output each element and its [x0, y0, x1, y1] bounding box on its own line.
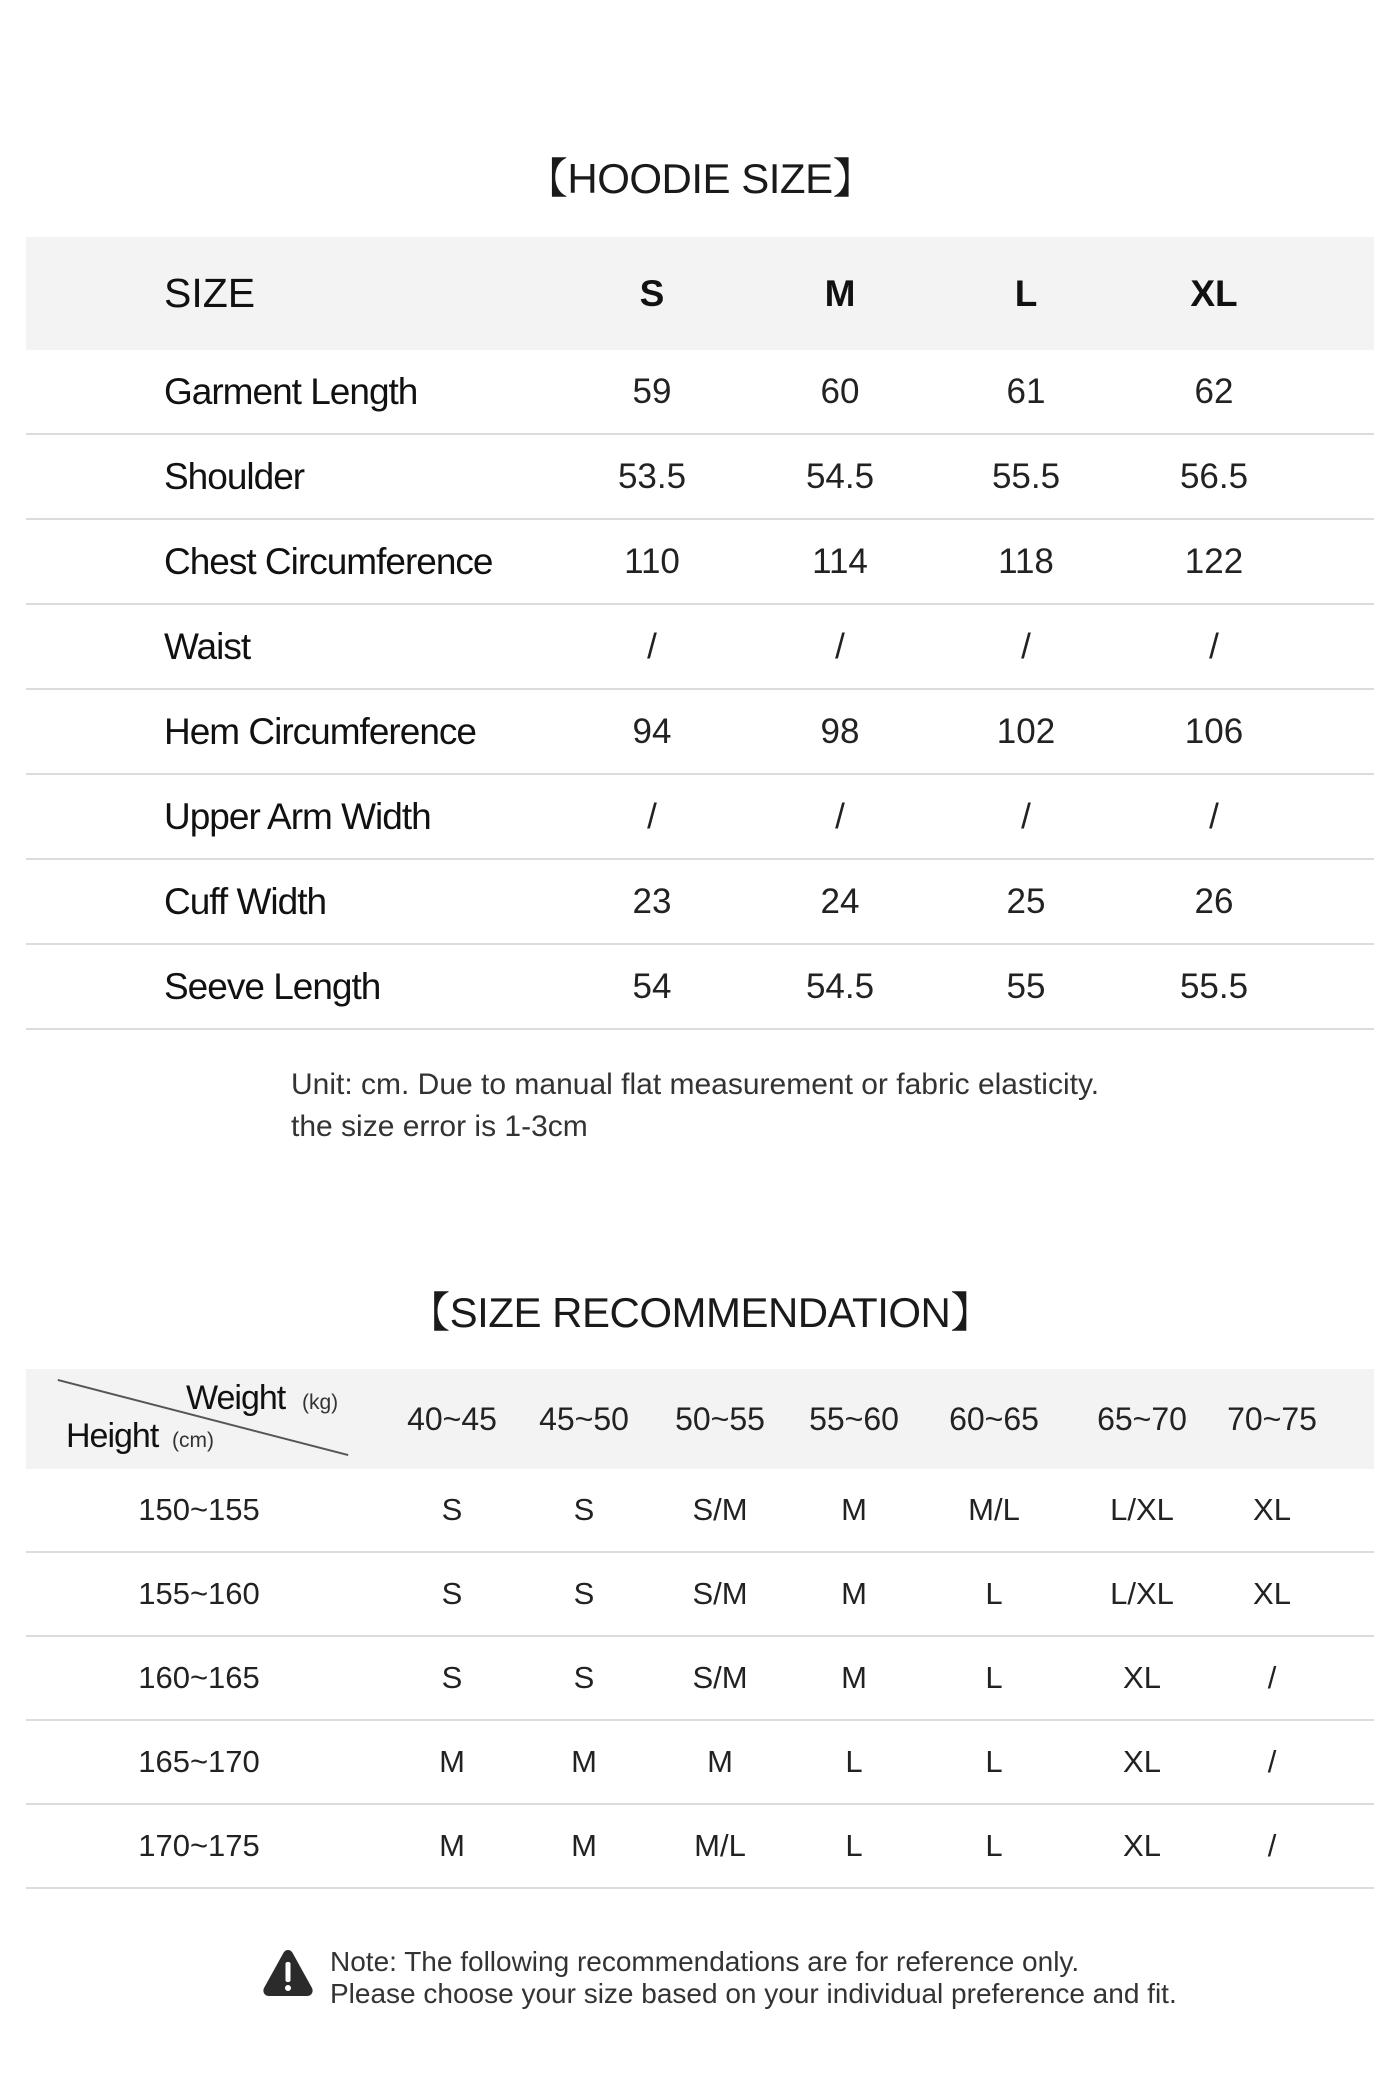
measure-value: /	[1209, 627, 1219, 666]
size-cell: M	[439, 1828, 465, 1863]
size-cell: L	[845, 1744, 863, 1779]
height-axis-label: Height	[66, 1417, 159, 1455]
table-row	[26, 605, 1374, 690]
weight-header: 65~70	[1097, 1401, 1187, 1437]
size-chart-table	[26, 237, 1374, 1030]
size-cell: L	[985, 1576, 1003, 1611]
measure-value: 56.5	[1179, 457, 1249, 496]
table-row	[26, 350, 1374, 435]
size-cell: S	[441, 1576, 463, 1611]
table-row	[26, 435, 1374, 520]
size-cell: XL	[1253, 1576, 1291, 1611]
size-cell: S	[573, 1660, 595, 1695]
weight-header: 60~65	[949, 1401, 1039, 1437]
size-cell: L	[985, 1744, 1003, 1779]
size-cell: L/XL	[1110, 1492, 1174, 1527]
weight-unit: (kg)	[302, 1391, 339, 1414]
measure-value: /	[647, 627, 657, 666]
table-row	[26, 945, 1374, 1030]
measure-value: /	[1021, 627, 1031, 666]
measure-value: 26	[1194, 882, 1234, 921]
recommendation-table	[26, 1369, 1374, 1889]
height-range: 150~155	[138, 1492, 260, 1527]
weight-header: 50~55	[675, 1401, 765, 1437]
table-row	[26, 775, 1374, 860]
weight-axis-label: Weight	[186, 1379, 286, 1417]
measure-label: Cuff Width	[164, 881, 327, 922]
height-unit: (cm)	[172, 1429, 214, 1452]
height-range: 155~160	[138, 1576, 260, 1611]
measure-value: 118	[998, 542, 1054, 581]
measure-value: /	[647, 797, 657, 836]
size-cell: S	[573, 1576, 595, 1611]
size-header-m: M	[824, 273, 856, 314]
measure-value: 94	[632, 712, 672, 751]
height-range: 165~170	[138, 1744, 260, 1779]
measure-value: 98	[820, 712, 860, 751]
size-cell: XL	[1253, 1492, 1291, 1527]
size-chart-header-row	[26, 237, 1374, 350]
size-cell: M	[841, 1660, 867, 1695]
size-cell: S/M	[692, 1660, 748, 1695]
size-cell: S/M	[692, 1492, 748, 1527]
measure-value: /	[1021, 797, 1031, 836]
unit-note	[291, 1064, 1099, 1148]
measure-value: 102	[996, 712, 1056, 751]
measure-value: 122	[1184, 542, 1244, 581]
size-cell: L	[845, 1828, 863, 1863]
size-chart-title: 【HOODIE SIZE】	[525, 155, 875, 202]
measure-value: 54.5	[805, 457, 875, 496]
measure-value: 25	[1006, 882, 1046, 921]
size-cell: XL	[1123, 1744, 1161, 1779]
size-cell: M/L	[968, 1492, 1020, 1527]
measure-label: Hem Circumference	[164, 711, 476, 752]
size-cell: L	[985, 1828, 1003, 1863]
unit-note-line2: the size error is 1-3cm	[291, 1110, 588, 1143]
size-cell: M	[571, 1828, 597, 1863]
weight-header: 70~75	[1227, 1401, 1317, 1437]
size-cell: S	[441, 1492, 463, 1527]
size-cell: XL	[1123, 1828, 1161, 1863]
height-range: 170~175	[138, 1828, 260, 1863]
table-row	[26, 690, 1374, 775]
size-header-label: SIZE	[164, 270, 256, 316]
table-row	[26, 520, 1374, 605]
size-cell: /	[1267, 1828, 1277, 1863]
measure-label: Chest Circumference	[164, 541, 493, 582]
weight-header: 45~50	[539, 1401, 629, 1437]
measure-value: /	[1209, 797, 1219, 836]
size-cell: S	[441, 1660, 463, 1695]
size-cell: M	[841, 1576, 867, 1611]
measure-value: 24	[820, 882, 860, 921]
table-row	[26, 1553, 1374, 1637]
measure-value: 55.5	[1179, 967, 1249, 1006]
size-header-xl: XL	[1190, 273, 1238, 314]
size-cell: L	[985, 1660, 1003, 1695]
measure-value: 106	[1184, 712, 1244, 751]
weight-header: 55~60	[809, 1401, 899, 1437]
measure-value: /	[835, 627, 845, 666]
table-row	[26, 1721, 1374, 1805]
recommendation-note-line1: Note: The following recommendations are for reference only.	[330, 1946, 1080, 1977]
recommendation-header-row	[26, 1369, 1374, 1469]
measure-value: 55.5	[991, 457, 1061, 496]
table-row	[26, 1469, 1374, 1553]
measure-value: /	[835, 797, 845, 836]
measure-label: Garment Length	[164, 371, 418, 412]
size-cell: M	[707, 1744, 733, 1779]
size-cell: M/L	[694, 1828, 746, 1863]
table-row	[26, 1637, 1374, 1721]
size-cell: M	[571, 1744, 597, 1779]
size-cell: M	[439, 1744, 465, 1779]
measure-value: 61	[1006, 372, 1046, 411]
unit-note-line1: Unit: cm. Due to manual flat measurement or fabric elasticity.	[291, 1068, 1100, 1101]
measure-value: 55	[1006, 967, 1046, 1006]
recommendation-title: 【SIZE RECOMMENDATION】	[408, 1289, 992, 1336]
measure-value: 54.5	[805, 967, 875, 1006]
size-header-s: S	[639, 273, 665, 314]
table-row	[26, 860, 1374, 945]
recommendation-note	[330, 1946, 1177, 2010]
measure-value: 23	[632, 882, 672, 921]
size-cell: L/XL	[1110, 1576, 1174, 1611]
measure-label: Shoulder	[164, 456, 305, 497]
measure-value: 54	[632, 967, 672, 1006]
size-header-l: L	[1014, 273, 1038, 314]
warning-icon	[262, 1948, 314, 1998]
measure-label: Upper Arm Width	[164, 796, 431, 837]
table-row	[26, 1805, 1374, 1889]
size-cell: S	[573, 1492, 595, 1527]
measure-label: Seeve Length	[164, 966, 381, 1007]
measure-value: 62	[1194, 372, 1234, 411]
measure-label: Waist	[164, 626, 251, 667]
measure-value: 59	[632, 372, 672, 411]
size-cell: XL	[1123, 1660, 1161, 1695]
size-cell: /	[1267, 1744, 1277, 1779]
measure-value: 53.5	[617, 457, 687, 496]
size-cell: S/M	[692, 1576, 748, 1611]
size-cell: M	[841, 1492, 867, 1527]
measure-value: 110	[624, 542, 680, 581]
height-range: 160~165	[138, 1660, 260, 1695]
recommendation-note-line2: Please choose your size based on your individual preference and fit.	[330, 1978, 1177, 2009]
measure-value: 114	[812, 542, 868, 581]
size-cell: /	[1267, 1660, 1277, 1695]
measure-value: 60	[820, 372, 860, 411]
weight-header: 40~45	[407, 1401, 497, 1437]
